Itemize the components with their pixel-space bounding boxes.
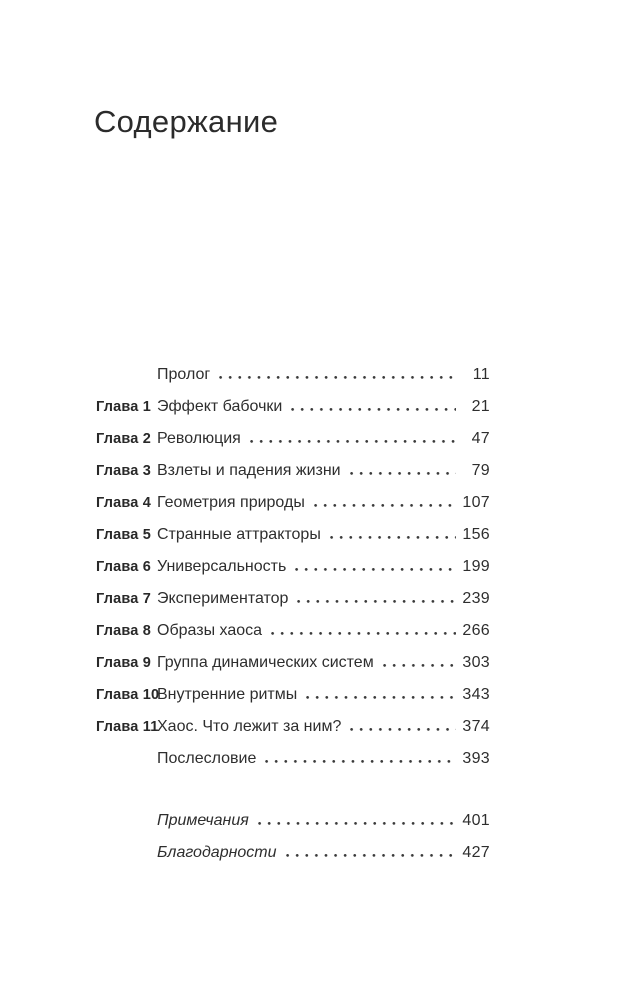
toc-entry-chapter-label: Глава 6	[96, 559, 152, 575]
toc-entry[interactable]	[96, 711, 490, 743]
toc-entry-title: Послесловие	[157, 750, 257, 767]
toc-entry[interactable]	[96, 359, 490, 391]
toc-entry-title: Революция	[157, 430, 241, 447]
toc-entry-title: Эффект бабочки	[157, 398, 283, 415]
toc-entry-chapter-label: Глава 4	[96, 495, 152, 511]
toc-entry[interactable]	[96, 391, 490, 423]
toc-entry-page-number: 79	[471, 462, 490, 479]
toc-entry-page-number: 11	[472, 366, 490, 383]
toc-entry-page-number: 393	[462, 750, 490, 767]
dot-leader	[291, 407, 456, 411]
toc-entry[interactable]	[96, 583, 490, 615]
dot-leader	[350, 471, 456, 475]
toc-entry-title: Универсальность	[157, 558, 287, 575]
toc-entry[interactable]	[96, 487, 490, 519]
toc-entry-chapter-label: Глава 7	[96, 591, 152, 607]
toc-entry-chapter-label: Глава 2	[96, 431, 152, 447]
toc-entry-page-number: 21	[471, 398, 490, 415]
toc-entry[interactable]	[96, 519, 490, 551]
toc-entry-page-number: 303	[462, 654, 490, 671]
toc-entry-page-number: 374	[462, 718, 490, 735]
toc-entry-chapter-label: Глава 11	[96, 719, 159, 735]
toc-entry-title: Хаос. Что лежит за ним?	[157, 718, 342, 735]
toc-entry-page-number: 266	[462, 622, 490, 639]
toc-entry[interactable]	[96, 615, 490, 647]
toc-entry-page-number: 47	[471, 430, 490, 447]
toc-entry-page-number: 156	[462, 526, 490, 543]
toc-entry[interactable]	[96, 455, 490, 487]
toc-entry-title: Пролог	[157, 366, 211, 383]
dot-leader	[295, 567, 456, 571]
dot-leader	[258, 821, 456, 825]
toc-entry[interactable]	[96, 423, 490, 455]
dot-leader	[219, 375, 456, 379]
toc-list	[96, 359, 490, 869]
toc-entry-title: Благодарности	[157, 844, 277, 861]
toc-entry[interactable]	[96, 679, 490, 711]
toc-entry-page-number: 401	[462, 812, 490, 829]
toc-entry-title: Внутренние ритмы	[157, 686, 298, 703]
toc-entry-chapter-label: Глава 1	[96, 399, 152, 415]
dot-leader	[271, 631, 456, 635]
dot-leader	[306, 695, 456, 699]
toc-entry-page-number: 239	[462, 590, 490, 607]
toc-entry[interactable]	[96, 743, 490, 775]
toc-entry-chapter-label: Глава 5	[96, 527, 152, 543]
dot-leader	[314, 503, 456, 507]
toc-entry-page-number: 343	[462, 686, 490, 703]
toc-entry-title: Взлеты и падения жизни	[157, 462, 341, 479]
dot-leader	[286, 853, 456, 857]
toc-entry-chapter-label: Глава 9	[96, 655, 152, 671]
dot-leader	[250, 439, 456, 443]
toc-entry-title: Группа динамических систем	[157, 654, 374, 671]
toc-entry-chapter-label: Глава 8	[96, 623, 152, 639]
dot-leader	[330, 535, 456, 539]
toc-entry-chapter-label: Глава 3	[96, 463, 152, 479]
toc-entry[interactable]	[96, 805, 490, 837]
toc-entry[interactable]	[96, 551, 490, 583]
toc-entry-title: Экспериментатор	[157, 590, 289, 607]
dot-leader	[265, 759, 456, 763]
toc-entry-page-number: 199	[462, 558, 490, 575]
dot-leader	[383, 663, 456, 667]
toc-entry[interactable]	[96, 837, 490, 869]
toc-entry-title: Образы хаоса	[157, 622, 263, 639]
toc-entry-title: Странные аттракторы	[157, 526, 321, 543]
toc-entry-chapter-label: Глава 10	[96, 687, 160, 703]
toc-entry-title: Геометрия природы	[157, 494, 305, 511]
toc-entry-title: Примечания	[157, 812, 249, 829]
toc-entry-page-number: 107	[462, 494, 490, 511]
toc-entry[interactable]	[96, 647, 490, 679]
dot-leader	[297, 599, 456, 603]
page-title: Содержание	[94, 104, 279, 139]
toc-entry-page-number: 427	[462, 844, 490, 861]
dot-leader	[350, 727, 456, 731]
